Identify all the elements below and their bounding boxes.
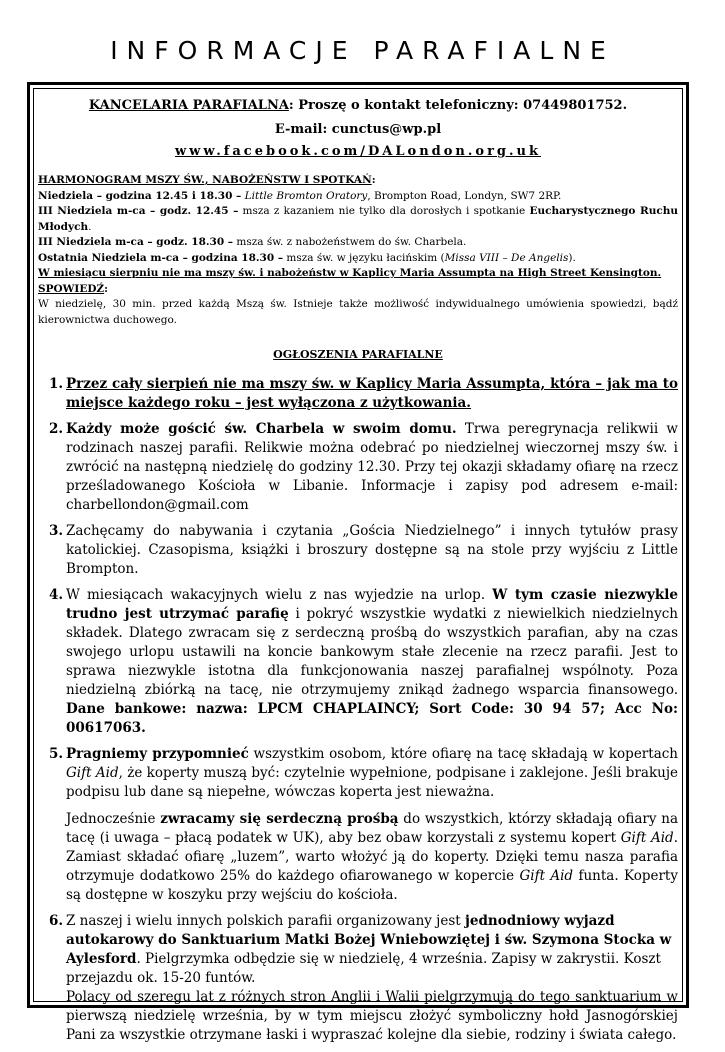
announcement-1-text: Przez cały sierpień nie ma mszy św. w Kaplicy Maria Assumpta, która – jak ma to miejsce każdego roku – jest wyłączona z użytkowania. [66,376,678,411]
confession-heading-line: SPOWIEDŹ: [38,282,108,295]
office-text: : Proszę o kontakt telefoniczny: 07449801752. [288,98,628,113]
office-email: E-mail: cunctus@wp.pl [274,122,442,137]
announcement-3-text: Zachęcamy do nabywania i czytania „Gościa Niedzielnego” i innych tytułów prasy katolickiej. Czasopisma, książki i broszury dostępne są na stole przy wyjściu z Little Brompton. [66,523,678,577]
bank-details: Dane bankowe: nazwa: LPCM CHAPLAINCY; Sort Code: 30 94 57; Acc No: 00617063. [66,701,678,736]
announcement-5: 5. Pragniemy przypomnieć wszystkim osobom, które ofiarę na tacę składają w kopertach Gift Aid, że koperty muszą być: czytelnie wypełnione, podpisane i zaklejone. Jeśli brakuje podpisu lub dane są niepełne, wówczas koperta jest nieważna. Jednocześnie zwracamy się serdeczną prośbą do wszystkich, którzy składają ofiary na tacę (i uwaga – płacą podatek w UK), aby bez obaw korzystali z systemu kopert Gift Aid. Zamiast składać ofiarę „luzem”, warto włożyć ją do koperty. Dzięki temu nasza parafia otrzymuje dodatkowo 25% do każdego ofiarowanego w kopercie Gift Aid funta. Koperty są dostępne w koszyku przy wejściu do kościoła. [49,746,678,903]
schedule-line-2: III Niedziela m-ca – godz. 12.45 – msza z kazaniem nie tylko dla dorosłych i spotkanie Eucharystycznego Ruchu Młodych. [38,205,678,233]
office-label: KANCELARIA PARAFIALNA [88,98,289,113]
facebook-link[interactable]: www.facebook.com/DALondon.org.uk [174,144,541,159]
schedule-heading: HARMONOGRAM MSZY ŚW., NABOŻEŃSTW I SPOTKAŃ [38,174,372,186]
announcement-3: 3. Zachęcamy do nabywania i czytania „Gościa Niedzielnego” i innych tytułów prasy katolickiej. Czasopisma, książki i broszury dostępne są na stole przy wyjściu z Little Brompton. [49,523,678,577]
schedule-line-3: III Niedziela m-ca – godz. 18.30 – msza św. z nabożeństwem do św. Charbela. [38,236,467,248]
announcement-6-text-2: Polacy od szeregu lat z różnych stron Anglii i Walii pielgrzymują do tego sanktuarium w pierwszą niedzielę września, by w tym miejscu złożyć symboliczny hołd Jasnogórskiej Pani za wszystkie otrzymane łaski i wypraszać kolejne dla siebie, rodziny i świata całego. [66,989,678,1043]
august-notice: W miesiącu sierpniu nie ma mszy św. i nabożeństw w Kaplicy Maria Assumpta na High Street Kensington. [38,267,662,279]
announcements-list [38,375,678,1045]
confession-text: W niedzielę, 30 min. przed każdą Mszą św. Istnieje także możliwość indywidualnego umówienia spowiedzi, bądź kierownictwa duchowego. [38,298,678,326]
schedule-line-4: Ostatnia Niedziela m-ca – godzina 18.30 – msza św. w języku łacińskim (Missa VIII – De Angelis). [38,251,576,264]
schedule-line-1: Niedziela – godzina 12.45 i 18.30 – Little Bromton Oratory, Brompton Road, Londyn, SW7 2RP. [38,189,562,202]
confession-heading: SPOWIEDŹ [38,282,105,295]
page-title: INFORMACJE PARAFIALNE [110,36,615,65]
announcement-2-lead: Każdy może gościć św. Charbela w swoim domu. [66,421,457,437]
bulletin-content [38,93,678,1052]
announcement-2: 2. Każdy może gościć św. Charbela w swoim domu. Trwa peregrynacja relikwii w rodzinach naszej parafii. Relikwie można odebrać po niedzielnej wieczornej mszy św. i zwrócić na następną niedzielę do godziny 12.30. Przy tej okazji składamy ofiarę na rzecz prześladowanego Kościoła w Libanie. Informacje i zapisy pod adresem e-mail: charbellondon@gmail.com [49,421,678,513]
announcements-heading: OGŁOSZENIA PARAFIALNE [273,348,443,361]
announcement-6: 6. Z naszej i wielu innych polskich parafii organizowany jest jednodniowy wyjazd autokarowy do Sanktuarium Matki Bożej Wniebowziętej i św. Szymona Stocka w Aylesford. Pielgrzymka odbędzie się w niedzielę, 4 września. Zapisy w zakrystii. Koszt przejazdu ok. 15-20 funtów. Polacy od szeregu lat z różnych stron Anglii i Walii pielgrzymują do tego sanktuarium w pierwszą niedzielę września, by w tym miejscu złożyć symboliczny hołd Jasnogórskiej Pani za wszystkie otrzymane łaski i wypraszać kolejne dla siebie, rodziny i świata całego. [49,913,678,1043]
office-contact [38,95,678,117]
announcement-1: 1. Przez cały sierpień nie ma mszy św. w Kaplicy Maria Assumpta, która – jak ma to miejsce każdego roku – jest wyłączona z użytkowania. [49,376,678,411]
schedule-heading-line: HARMONOGRAM MSZY ŚW., NABOŻEŃSTW I SPOTKAŃ: [38,174,376,186]
schedule-section [38,173,678,328]
announcement-4: 4. W miesiącach wakacyjnych wielu z nas wyjedzie na urlop. W tym czasie niezwykle trudno jest utrzymać parafię i pokryć wszystkie wydatki z niewielkich niedzielnych składek. Dlatego zwracam się z serdeczną prośbą do wszystkich parafian, aby na czas swojego urlopu ustawili na koncie bankowym stałe zlecenie na rzecz parafii. Jest to sprawa niezwykle istotna dla funkcjonowania naszej parafialnej wspólnoty. Poza niedzielną zbiórką na tacę, nie otrzymujemy znikąd żadnego wsparcia finansowego. Dane bankowe: nazwa: LPCM CHAPLAINCY; Sort Code: 30 94 57; Acc No: 00617063. [49,587,678,736]
